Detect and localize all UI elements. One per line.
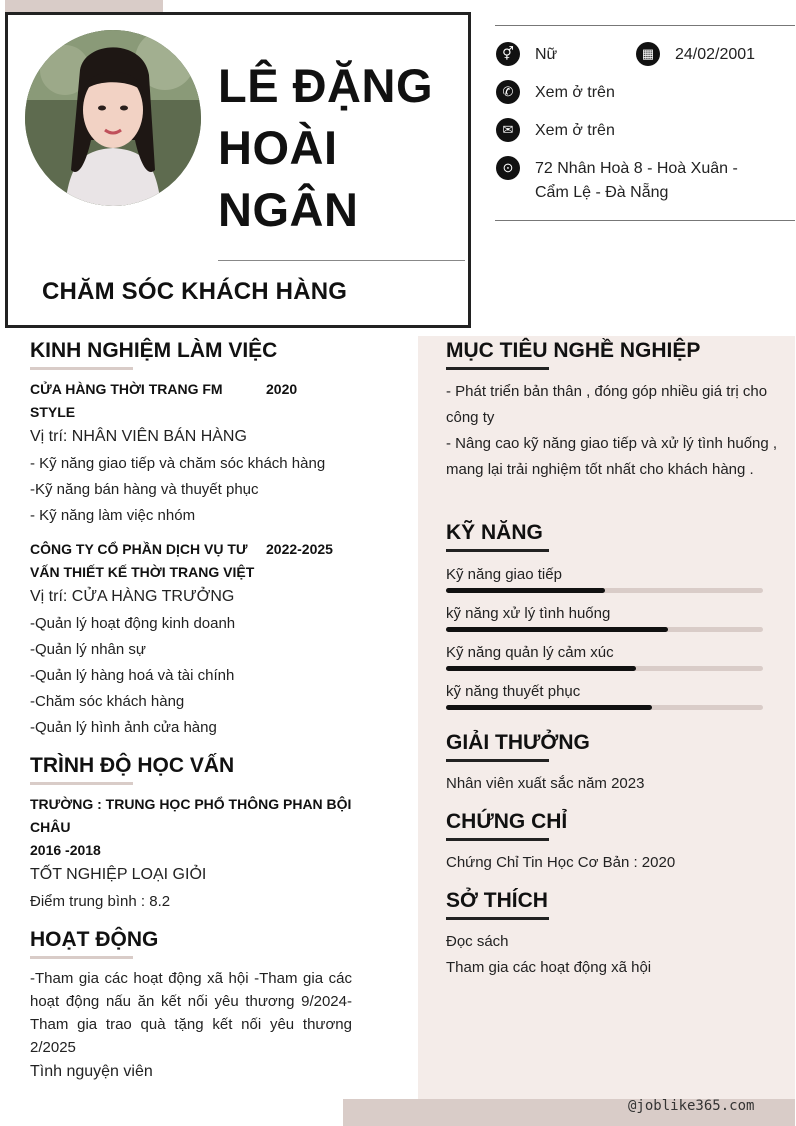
skill-bar-fill: [446, 627, 668, 632]
section-underline: [446, 367, 549, 370]
skill-bar-fill: [446, 666, 636, 671]
education-result: TỐT NGHIỆP LOẠI GIỎI: [30, 866, 207, 883]
name-line-1: LÊ ĐẶNG: [218, 59, 433, 112]
name-line-3: NGÂN: [218, 183, 359, 236]
skill-bar-track: [446, 627, 763, 632]
calendar-icon: ▦: [636, 42, 660, 66]
mail-icon: ✉: [496, 118, 520, 142]
hobby-item: Đọc sách: [446, 933, 509, 950]
contact-top-divider: [495, 25, 795, 26]
education-gpa: Điểm trung bình : 8.2: [30, 893, 171, 910]
objective-line: công ty: [446, 409, 495, 426]
skill-label: kỹ năng xử lý tình huống: [446, 605, 611, 622]
skill-bar-track: [446, 666, 763, 671]
birthday: 24/02/2001: [675, 46, 756, 63]
job-title: CHĂM SÓC KHÁCH HÀNG: [42, 278, 348, 305]
job-period: 2020: [266, 381, 298, 397]
objective-line: mang lại trải nghiệm tốt nhất cho khách hàng .: [446, 461, 754, 478]
education-period: 2016 -2018: [30, 842, 101, 858]
section-title-activities: HOẠT ĐỘNG: [30, 928, 159, 951]
email: Xem ở trên: [535, 122, 615, 139]
section-underline: [446, 917, 549, 920]
gender: Nữ: [535, 46, 558, 63]
watermark: @joblike365.com: [628, 1098, 755, 1114]
school-line-2: CHÂU: [30, 819, 71, 835]
phone: Xem ở trên: [535, 84, 615, 101]
phone-icon: ✆: [496, 80, 520, 104]
job-company-line-2: STYLE: [30, 404, 76, 420]
job-company-line-1: CỬA HÀNG THỜI TRANG FM: [30, 381, 223, 397]
skill-bar-track: [446, 705, 763, 710]
section-underline: [30, 782, 133, 785]
full-name: [218, 55, 458, 241]
job-duty: -Kỹ năng bán hàng và thuyết phục: [30, 481, 259, 498]
school-line-1: TRƯỜNG : TRUNG HỌC PHỔ THÔNG PHAN BỘI: [30, 796, 352, 812]
certificate-item: Chứng Chỉ Tin Học Cơ Bản : 2020: [446, 854, 676, 871]
skill-bar-track: [446, 588, 763, 593]
section-underline: [446, 549, 549, 552]
avatar: [25, 30, 201, 206]
job-duty: -Quản lý nhân sự: [30, 641, 146, 658]
section-title-certificates: CHỨNG CHỈ: [446, 810, 568, 833]
section-underline: [30, 956, 133, 959]
job-position: Vị trí: CỬA HÀNG TRƯỞNG: [30, 588, 235, 605]
activity-line: -Tham gia các hoạt động xã hội -Tham gia các: [30, 970, 352, 987]
skill-label: Kỹ năng giao tiếp: [446, 566, 562, 583]
section-title-experience: KINH NGHIỆM LÀM VIỆC: [30, 339, 278, 362]
job-duty: -Quản lý hoạt động kinh doanh: [30, 615, 236, 632]
job-company-line-1: CÔNG TY CỔ PHẦN DỊCH VỤ TƯ: [30, 541, 248, 557]
activity-line: 2/2025: [30, 1039, 76, 1056]
section-underline: [30, 367, 133, 370]
activity-line: Tham gia trao quà tặng kết nối yêu thương: [30, 1016, 352, 1033]
skill-label: kỹ năng thuyết phục: [446, 683, 581, 700]
name-divider: [218, 260, 465, 261]
section-underline: [446, 759, 549, 762]
skill-bar-fill: [446, 588, 605, 593]
section-title-objective: MỤC TIÊU NGHỀ NGHIỆP: [446, 339, 701, 362]
objective-line: - Nâng cao kỹ năng giao tiếp và xử lý tình huống ,: [446, 435, 778, 452]
job-position: Vị trí: NHÂN VIÊN BÁN HÀNG: [30, 428, 247, 445]
section-underline: [446, 838, 549, 841]
skill-label: Kỹ năng quản lý cảm xúc: [446, 644, 614, 661]
section-title-education: TRÌNH ĐỘ HỌC VẤN: [30, 754, 235, 777]
activity-extra: Tình nguyện viên: [30, 1063, 153, 1080]
job-company-line-2: VẤN THIẾT KẾ THỜI TRANG VIỆT: [30, 564, 255, 580]
section-title-awards: GIẢI THƯỞNG: [446, 731, 590, 754]
section-title-skills: KỸ NĂNG: [446, 521, 543, 544]
job-duty: -Quản lý hàng hoá và tài chính: [30, 667, 235, 684]
award-item: Nhân viên xuất sắc năm 2023: [446, 775, 645, 792]
job-duty: -Chăm sóc khách hàng: [30, 693, 185, 710]
location-icon: ⊙: [496, 156, 520, 180]
job-duty: - Kỹ năng giao tiếp và chăm sóc khách hàng: [30, 455, 326, 472]
skill-bar-fill: [446, 705, 652, 710]
job-duty: - Kỹ năng làm việc nhóm: [30, 507, 196, 524]
objective-line: - Phát triển bản thân , đóng góp nhiều giá trị cho: [446, 383, 768, 400]
address-line-1: 72 Nhân Hoà 8 - Hoà Xuân -: [535, 160, 738, 177]
gender-icon: ⚥: [496, 42, 520, 66]
job-duty: -Quản lý hình ảnh cửa hàng: [30, 719, 217, 736]
section-title-hobbies: SỞ THÍCH: [446, 889, 548, 912]
name-line-2: HOÀI: [218, 121, 338, 174]
hobby-item: Tham gia các hoạt động xã hội: [446, 959, 652, 976]
contact-bottom-divider: [495, 220, 795, 221]
job-period: 2022-2025: [266, 541, 333, 557]
address-line-2: Cẩm Lệ - Đà Nẵng: [535, 184, 669, 201]
activity-line: hoạt động nấu ăn kết nối yêu thương 9/2024-: [30, 993, 352, 1010]
